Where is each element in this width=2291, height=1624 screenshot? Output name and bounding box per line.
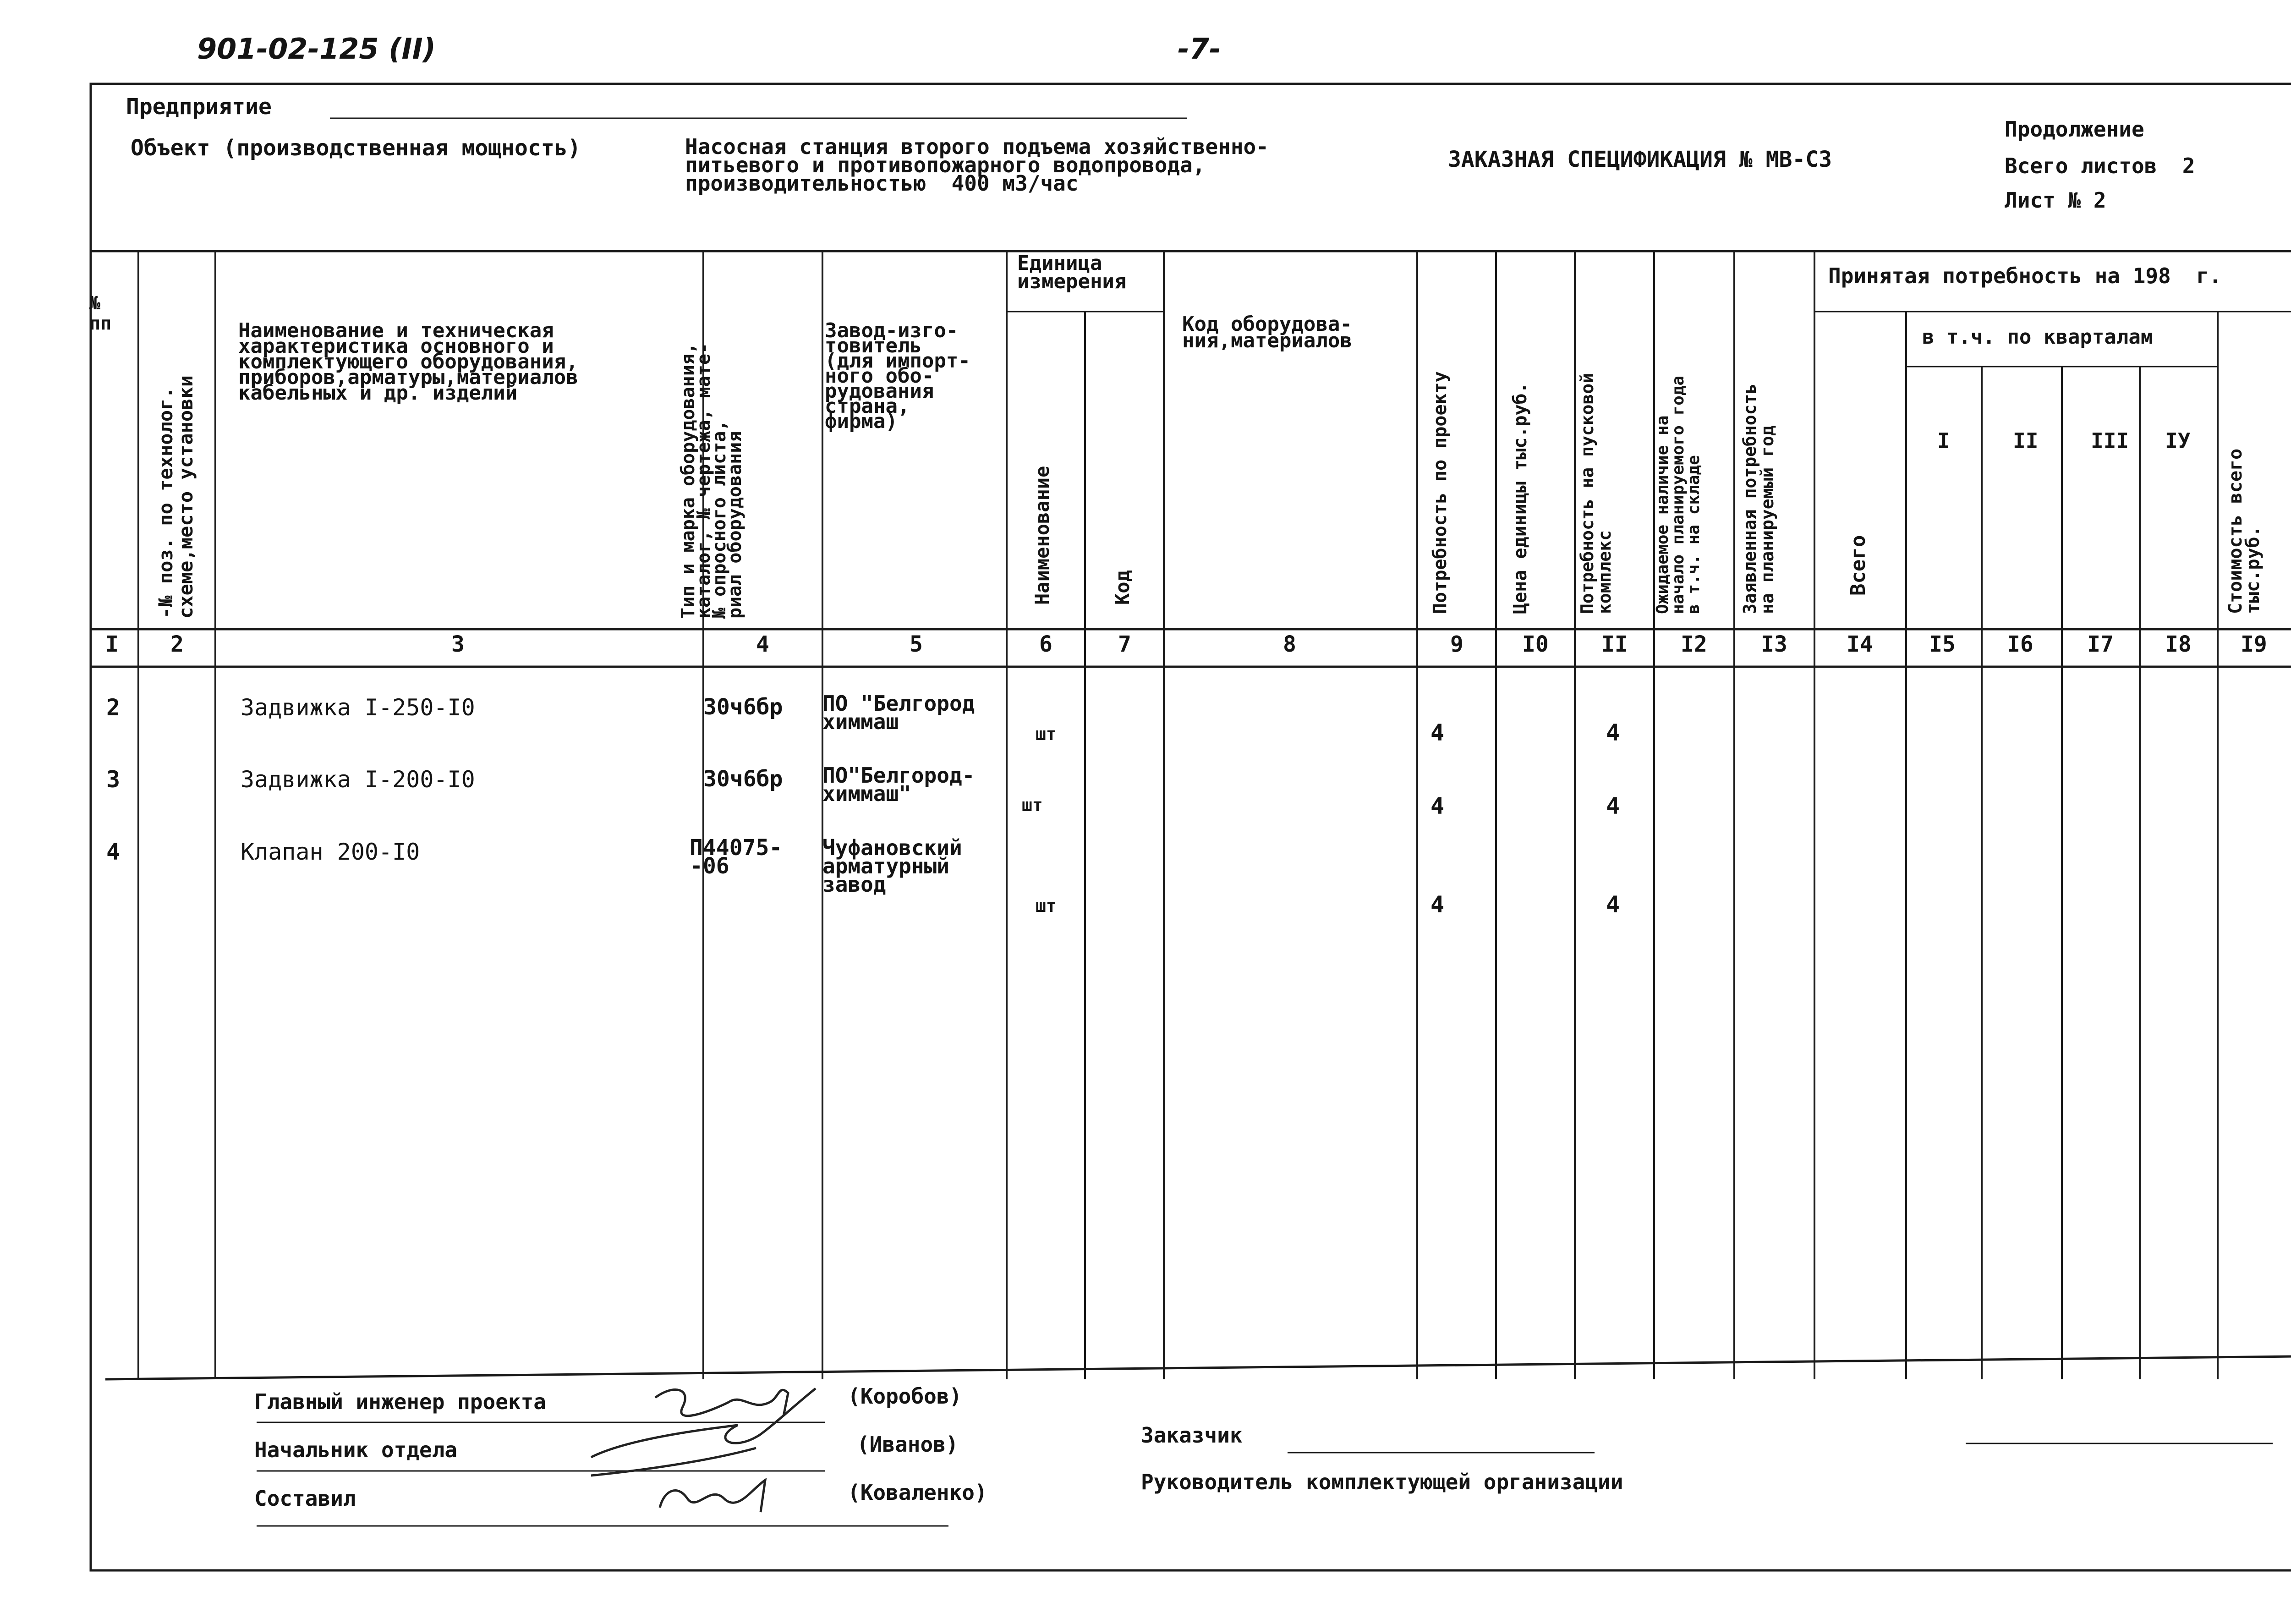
col-header-q2: II [2013,428,2039,453]
column-number-row [0,631,2291,664]
col-header-6: Наименование [1031,466,1053,605]
col-header-3: Наименование и техническая характеристика основного и комплектующего оборудования, приборов,арматуры,материалов кабельных и др. изделий [238,319,578,405]
col-number: II [1601,631,1628,657]
col-number: I8 [2165,631,2192,657]
col-number: 4 [756,631,769,657]
row-unit: шт [1036,724,1057,744]
col-number: I0 [1522,631,1549,657]
row-launch: 4 [1606,891,1620,918]
col-header-2: -№ поз. по технолог. схеме,место установки [154,375,197,619]
dept-head-name: (Иванов) [857,1432,959,1457]
col-number: 9 [1450,631,1463,657]
col-header-11: Потребность на пусковой комплекс [1577,373,1615,614]
col-header-5: Завод-изго- товитель (для импорт- ного обо- рудования страна, фирма) [825,319,970,433]
object-description: Насосная станция второго подъема хозяйственно- питьевого и противопожарного водопровода, производительностью 400 м3/час [685,134,1269,196]
row-type: 30ч6бр [703,766,783,792]
col-number: I5 [1929,631,1956,657]
col-header-12: Ожидаемое наличие на начало планируемого года в т.ч. на складе [1653,375,1703,614]
dept-head-label: Начальник отдела [254,1437,458,1462]
customer-label: Заказчик [1141,1423,1243,1448]
col-number: I2 [1681,631,1707,657]
compiled-by-name: (Коваленко) [848,1480,987,1505]
col-number: 5 [910,631,923,657]
document-code: 901-02-125 (II) [197,32,436,66]
spec-title: ЗАКАЗНАЯ СПЕЦИФИКАЦИЯ № МВ-С3 [1448,147,1832,172]
sheet-number: Лист № 2 [2005,188,2106,213]
enterprise-label: Предприятие [126,94,272,120]
col-header-q4: IУ [2165,428,2191,453]
row-item-name: Клапан 200-I0 [241,839,420,865]
col-header-7: Код [1111,570,1134,605]
col-header-13: Заявленная потребность на планируемый год [1740,383,1777,614]
row-unit: шт [1036,896,1057,916]
col-number: I [105,631,119,657]
unit-group-header: Единица измерения [1017,252,1127,293]
row-item-name: Задвижка I-200-I0 [241,766,475,793]
row-position: 3 [106,766,121,793]
object-label: Объект (производственная мощность) [131,135,581,161]
col-number: 2 [170,631,184,657]
col-number: I6 [2007,631,2033,657]
signature-marks [591,1388,816,1512]
col-header-9: Потребность по проекту [1430,371,1451,614]
row-maker: ПО "Белгород химмаш [822,691,975,734]
chief-engineer-label: Главный инженер проекта [254,1389,546,1414]
col-header-1: № пп [89,293,112,334]
row-type: 30ч6бр [703,694,783,720]
col-number: 8 [1283,631,1296,657]
total-sheets: Всего листов 2 [2005,154,2195,178]
row-type: П44075- -06 [690,835,783,879]
col-number: 7 [1118,631,1131,657]
row-maker: ПО"Белгород- химмаш" [822,763,975,806]
col-header-8: Код оборудова- ния,материалов [1182,313,1352,352]
row-launch: 4 [1606,793,1620,819]
col-header-10: Цена единицы тыс.руб. [1510,382,1531,614]
row-item-name: Задвижка I-250-I0 [241,694,475,721]
col-number: I9 [2241,631,2267,657]
row-need: 4 [1431,891,1445,918]
compiled-by-label: Составил [254,1486,356,1511]
row-need: 4 [1431,793,1445,819]
accepted-group-header: Принятая потребность на 198 г. [1828,263,2222,288]
row-launch: 4 [1606,719,1620,746]
row-need: 4 [1431,719,1445,746]
col-header-19: Стоимость всего тыс.руб. [2225,448,2264,614]
col-number: I3 [1761,631,1787,657]
chief-engineer-name: (Коробов) [848,1384,962,1409]
page-number: -7- [1178,32,1221,66]
col-number: I7 [2087,631,2114,657]
quarters-group-header: в т.ч. по кварталам [1922,325,2153,349]
col-header-q1: I [1937,428,1950,453]
row-position: 4 [106,839,121,865]
col-number: I4 [1847,631,1873,657]
supply-organization-head-label: Руководитель комплектующей организации [1141,1470,1623,1494]
col-header-14: Всего [1847,535,1870,596]
row-position: 2 [106,694,121,721]
row-maker: Чуфановский арматурный завод [822,835,962,897]
col-header-q3: III [2091,428,2129,453]
continuation-label: Продолжение [2005,117,2144,142]
col-number: 6 [1039,631,1052,657]
col-number: 3 [451,631,465,657]
col-header-4: Тип и марка оборудования, каталог, № чертежа, мате- № опросного листа, риал оборудования [678,342,745,619]
row-unit: шт [1022,795,1043,815]
